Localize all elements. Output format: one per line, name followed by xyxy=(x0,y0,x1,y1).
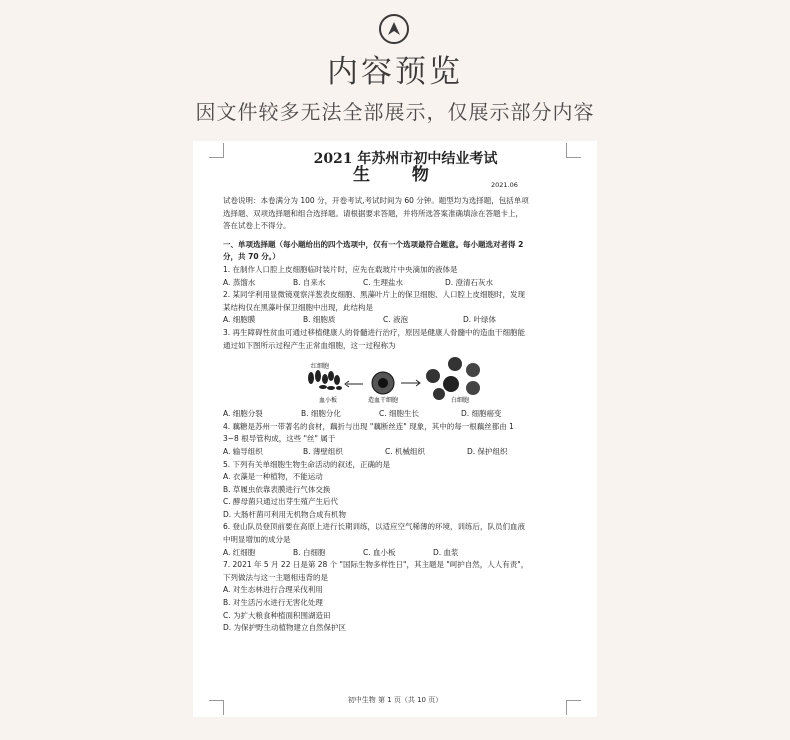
page-title: 内容预览 xyxy=(327,54,463,90)
figure-label: 红细胞 xyxy=(311,363,330,371)
question-stem: 1. 在制作人口腔上皮细胞临时装片时，应先在载玻片中央滴加的液体是 xyxy=(223,264,458,274)
page-footer: 初中生物 第 1 页（共 10 页） xyxy=(347,696,443,704)
option: C. 液泡 xyxy=(383,315,409,325)
question-options xyxy=(223,547,568,560)
question-stem: 2. 某同学利用显微镜观察洋葱表皮细胞、黑藻叶片上的保卫细胞、人口腔上皮细胞时，发现 xyxy=(223,290,526,300)
instructions-line: 选择题、双项选择题和组合选择题。请根据要求答题，并将所选答案准确填涂在答题卡上， xyxy=(223,208,523,218)
option: D. 血浆 xyxy=(433,547,459,557)
option: C. 机械组织 xyxy=(385,446,426,456)
option: A. 衣藻是一种植物，不能运动 xyxy=(223,472,323,482)
option: D. 叶绿体 xyxy=(463,315,497,325)
option: C. 酵母菌只通过出芽生殖产生后代 xyxy=(223,497,339,507)
cell-differentiation-figure xyxy=(223,354,568,406)
option: A. 细胞膜 xyxy=(223,315,256,325)
option: A. 红细胞 xyxy=(223,547,256,557)
option: B. 草履虫依靠表膜进行气体交换 xyxy=(223,484,331,494)
instructions-line: 试卷说明：本卷满分为 100 分，开卷考试,考试时间为 60 分钟。题型均为选择题，包括单项 xyxy=(223,196,529,205)
document-date: 2021.06 xyxy=(491,181,518,189)
question-options xyxy=(223,446,568,459)
option: D. 为保护野生动植物建立自然保护区 xyxy=(223,623,347,633)
question-options xyxy=(223,408,568,421)
option: B. 对生活污水进行无害化处理 xyxy=(223,598,323,608)
section-heading: 分，共 70 分。） xyxy=(223,252,280,262)
figure-label: 造血干细胞 xyxy=(368,397,399,405)
option: C. 细胞生长 xyxy=(379,409,420,419)
figure-label: 白细胞 xyxy=(451,397,470,405)
option: C. 血小板 xyxy=(363,547,396,557)
question-stem: 5. 下列有关单细胞生物生命活动的叙述，正确的是 xyxy=(223,459,391,469)
option: C. 为扩大粮食种植面积围湖造田 xyxy=(223,610,331,620)
crop-mark xyxy=(566,143,581,158)
option: A. 细胞分裂 xyxy=(223,409,263,419)
document-preview xyxy=(193,141,597,717)
question-stem: 4. 藕糖是苏州一带著名的食材，藕折与出现 "藕断丝连" 现象，其中的每一根藕丝都由 1 xyxy=(223,421,514,431)
option: B. 自来水 xyxy=(293,277,326,287)
question-stem: 通过如下图所示过程产生正常血细胞，这一过程称为 xyxy=(223,340,396,350)
option: B. 细胞质 xyxy=(303,315,336,325)
option: B. 细胞分化 xyxy=(301,409,341,419)
figure-drawing xyxy=(223,354,568,406)
option: D. 保护组织 xyxy=(467,446,508,456)
question-stem: 3. 再生障碍性贫血可通过移植健康人的骨髓进行治疗，原因是健康人骨髓中的造血干细胞能 xyxy=(223,327,526,337)
question-options xyxy=(223,314,568,327)
option: A. 蒸馏水 xyxy=(223,277,256,287)
option: B. 薄壁组织 xyxy=(303,446,343,456)
question-options xyxy=(223,277,568,290)
question-stem: 下列做法与这一主题相违背的是 xyxy=(223,572,328,582)
logo-icon xyxy=(379,14,409,44)
option: B. 白细胞 xyxy=(293,547,326,557)
document-title: 2021 年苏州市初中结业考试 xyxy=(313,151,498,167)
option: D. 细胞癌变 xyxy=(461,409,502,419)
option: A. 对生态林进行合理采伐利用 xyxy=(223,585,323,595)
option: D. 大肠杆菌可利用无机物合成有机物 xyxy=(223,509,347,519)
figure-label: 血小板 xyxy=(319,397,338,405)
section-heading: 一、单项选择题（每小题给出的四个选项中，仅有一个选项最符合题意。每小题选对者得 2 xyxy=(223,239,524,249)
option: D. 澄清石灰水 xyxy=(445,277,494,287)
question-stem: 6. 登山队员登顶前要在高原上进行长期训练，以适应空气稀薄的环境，训练后，队员们血液 xyxy=(223,522,526,532)
document-subject: 生 物 xyxy=(353,165,447,185)
question-stem: 某结构仅在黑藻叶保卫细胞中出现，此结构是 xyxy=(223,302,373,312)
instructions-line: 答在试卷上不得分。 xyxy=(223,221,291,231)
question-stem: 7. 2021 年 5 月 22 日是第 28 个 "国际生物多样性日"，其主题是 "呵护自然，人人有责"， xyxy=(223,560,529,570)
option: C. 生理盐水 xyxy=(363,277,404,287)
question-stem: 3~8 根导管构成，这些 "丝" 属于 xyxy=(223,434,336,444)
page-subtitle: 因文件较多无法全部展示，仅展示部分内容 xyxy=(195,100,595,124)
option: A. 输导组织 xyxy=(223,446,263,456)
crop-mark xyxy=(209,143,224,158)
question-stem: 中明显增加的成分是 xyxy=(223,535,291,545)
